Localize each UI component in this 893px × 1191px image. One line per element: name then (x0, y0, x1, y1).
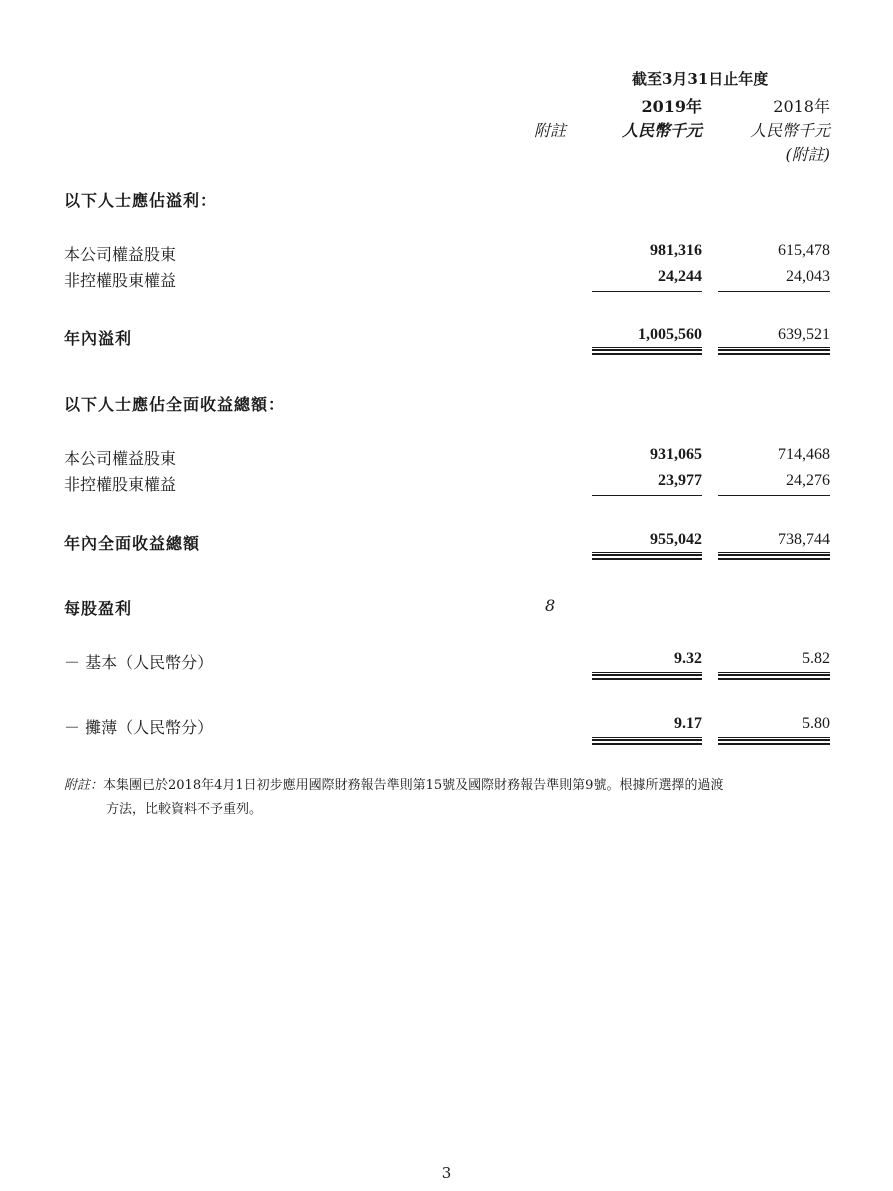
note-2018-heading: (附註) (785, 145, 830, 164)
row-label: 本公司權益股東 (64, 449, 177, 468)
eps-diluted-2018: 5.80 (802, 715, 830, 732)
note-column-heading: 附註 (534, 121, 567, 140)
profit-for-year-2019: 1,005,560 (638, 326, 702, 343)
eps-diluted-2019: 9.17 (674, 715, 702, 732)
double-underline-2019 (592, 739, 702, 745)
double-underline-2019 (592, 554, 702, 560)
value-2018: 24,276 (786, 472, 830, 489)
value-2018: 615,478 (778, 242, 830, 259)
eps-basic-2018: 5.82 (802, 650, 830, 667)
eps-diluted-label: － 攤薄（人民幣分） (64, 718, 214, 737)
value-2019: 981,316 (650, 242, 702, 259)
total-comprehensive-2019: 955,042 (650, 531, 702, 548)
comprehensive-income-title: 以下人士應佔全面收益總額： (64, 395, 286, 414)
total-top-rule-2018 (718, 552, 830, 553)
value-2019: 931,065 (650, 446, 702, 463)
double-underline-2018 (718, 349, 830, 355)
year-2019-heading: 2019年 (641, 97, 702, 116)
total-comprehensive-label: 年內全面收益總額 (64, 534, 201, 553)
eps-basic-label: － 基本（人民幣分） (64, 653, 214, 672)
total-top-rule-2018 (718, 672, 830, 673)
page-number: 3 (441, 1164, 452, 1182)
profit-attributable-title: 以下人士應佔溢利： (64, 191, 218, 210)
eps-note-ref: 8 (545, 596, 556, 615)
currency-2018-heading: 人民幣千元 (749, 121, 830, 140)
profit-for-year-2018: 639,521 (778, 326, 830, 343)
total-top-rule-2019 (592, 737, 702, 738)
total-top-rule-2019 (592, 347, 702, 348)
double-underline-2018 (718, 554, 830, 560)
value-2018: 24,043 (786, 268, 830, 285)
total-top-rule-2018 (718, 737, 830, 738)
row-label: 本公司權益股東 (64, 245, 177, 264)
double-underline-2018 (718, 674, 830, 680)
total-top-rule-2018 (718, 347, 830, 348)
total-top-rule-2019 (592, 672, 702, 673)
period-heading: 截至3月31日止年度 (632, 70, 769, 88)
footnote-prefix: 附註： (64, 778, 104, 793)
double-underline-2018 (718, 739, 830, 745)
footnote-line-1 (64, 775, 723, 797)
subtotal-rule-2018 (718, 291, 830, 292)
year-2018-heading: 2018年 (773, 97, 830, 116)
value-2018: 714,468 (778, 446, 830, 463)
row-label: 非控權股東權益 (64, 271, 177, 290)
double-underline-2019 (592, 674, 702, 680)
footnote-line-2: 方法，比較資料不予重列。 (106, 802, 263, 817)
profit-for-year-label: 年內溢利 (64, 329, 133, 348)
row-label: 非控權股東權益 (64, 475, 177, 494)
subtotal-rule-2018 (718, 495, 830, 496)
total-comprehensive-2018: 738,744 (778, 531, 830, 548)
double-underline-2019 (592, 349, 702, 355)
eps-basic-2019: 9.32 (674, 650, 702, 667)
subtotal-rule-2019 (592, 291, 702, 292)
subtotal-rule-2019 (592, 495, 702, 496)
value-2019: 24,244 (658, 268, 702, 285)
total-top-rule-2019 (592, 552, 702, 553)
eps-title: 每股盈利 (64, 599, 133, 618)
currency-2019-heading: 人民幣千元 (621, 121, 702, 140)
value-2019: 23,977 (658, 472, 702, 489)
footnote-text-1: 本集團已於2018年4月1日初步應用國際財務報告準則第15號及國際財務報告準則第9號。根據所選擇的過渡 (103, 778, 724, 793)
